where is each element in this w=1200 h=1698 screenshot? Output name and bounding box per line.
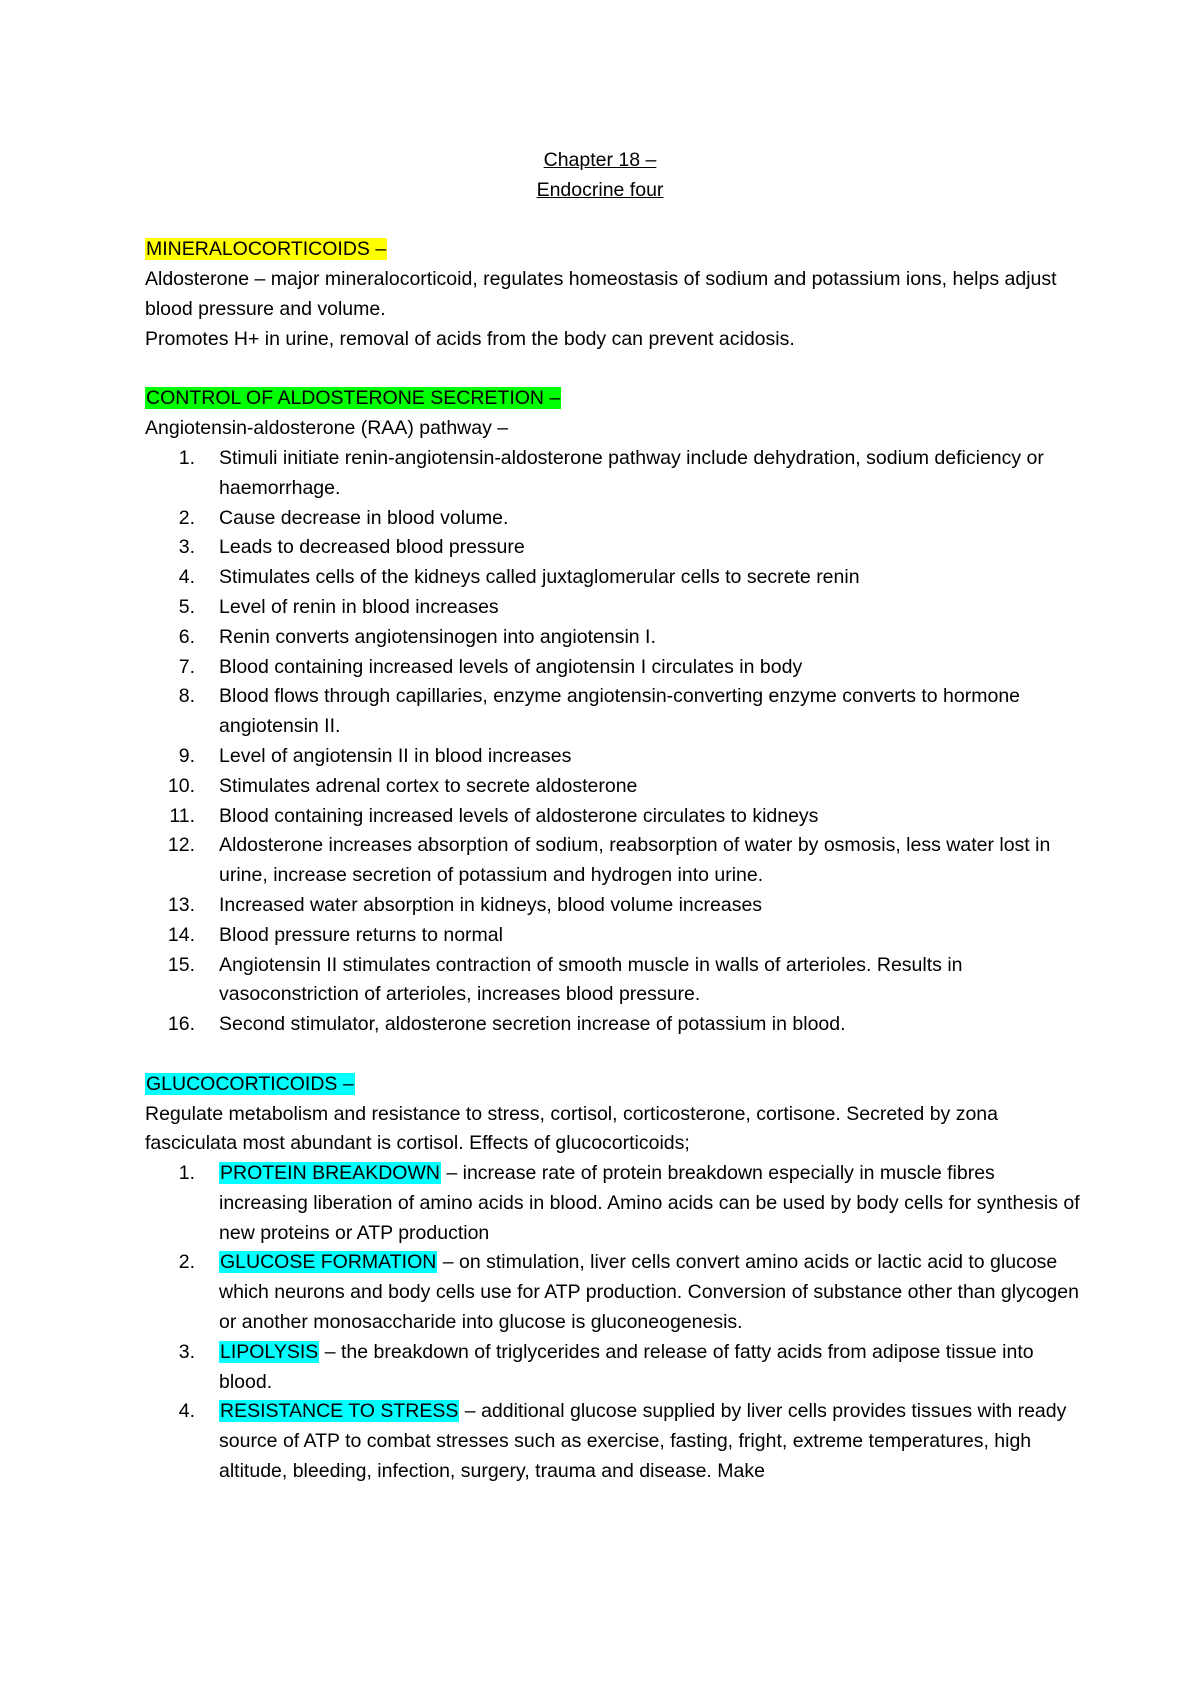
list-item — [145, 742, 1080, 772]
list-item — [145, 444, 1080, 504]
list-text: Stimulates adrenal cortex to secrete aldosterone — [219, 774, 638, 797]
list-item — [145, 951, 1080, 1011]
control-aldosterone-section — [145, 384, 1080, 1040]
list-number: 11. — [169, 804, 195, 827]
effect-label: LIPOLYSIS — [220, 1340, 319, 1363]
section-heading-glucocorticoids — [145, 1070, 1080, 1100]
section-heading-control — [145, 384, 1080, 414]
list-text: – additional glucose supplied by liver cells provides tissues with ready source of ATP to combat stresses such as exercise, fasting, fright, extreme temperatures, high altitude, bleeding, infection, surgery, trauma and disease. Make — [219, 1400, 1067, 1483]
spacer — [145, 1040, 1080, 1070]
list-text: Leads to decreased blood pressure — [219, 536, 525, 559]
list-number: 16. — [167, 1013, 195, 1036]
chapter-title: Chapter 18 – — [543, 149, 657, 171]
list-text: Level of angiotensin II in blood increases — [219, 744, 572, 767]
spacer — [145, 206, 1080, 236]
list-item — [145, 1159, 1080, 1248]
list-item — [145, 653, 1080, 683]
paragraph: Regulate metabolism and resistance to stress, cortisol, corticosterone, cortisone. Secreted by zona fasciculata most abundant is cortisol. Effects of glucocorticoids; — [145, 1102, 998, 1155]
list-number: 3. — [178, 1340, 195, 1363]
list-text: – increase rate of protein breakdown especially in muscle fibres increasing liberation of amino acids in blood. Amino acids can be used by body cells for synthesis of new proteins or ATP production — [219, 1162, 1080, 1244]
list-text: Level of renin in blood increases — [219, 595, 499, 618]
list-item — [145, 1248, 1080, 1337]
list-text: Aldosterone increases absorption of sodium, reabsorption of water by osmosis, less water lost in urine, increase secretion of potassium and hydrogen into urine. — [219, 834, 1051, 887]
list-number: 1. — [178, 1162, 195, 1185]
effect-label: GLUCOSE FORMATION — [220, 1251, 437, 1274]
list-item — [145, 891, 1080, 921]
effect-label: PROTEIN BREAKDOWN — [220, 1162, 440, 1185]
chapter-subtitle: Endocrine four — [536, 178, 664, 201]
list-number: 6. — [178, 625, 195, 648]
numbered-list — [145, 1159, 1080, 1487]
list-text: Blood containing increased levels of angiotensin I circulates in body — [219, 655, 803, 678]
list-text: Stimulates cells of the kidneys called juxtaglomerular cells to secrete renin — [219, 566, 860, 589]
list-number: 13. — [167, 893, 195, 916]
list-text: – on stimulation, liver cells convert amino acids or lactic acid to glucose which neurons and body cells use for ATP production. Conversion of substance other than glycogen or another monosaccharide into glucose is gluconeogenesis. — [219, 1251, 1079, 1334]
heading-highlight: MINERALOCORTICOIDS – — [146, 238, 387, 261]
list-item — [145, 772, 1080, 802]
list-text: Increased water absorption in kidneys, blood volume increases — [219, 893, 763, 916]
list-text: Cause decrease in blood volume. — [219, 506, 509, 529]
list-text: Stimuli initiate renin-angiotensin-aldosterone pathway include dehydration, sodium deficiency or haemorrhage. — [219, 446, 1044, 499]
list-item — [145, 504, 1080, 534]
list-number: 10. — [167, 774, 195, 797]
paragraph: Angiotensin-aldosterone (RAA) pathway – — [145, 417, 509, 440]
list-number: 4. — [178, 1400, 195, 1423]
mineralocorticoids-section — [145, 235, 1080, 354]
list-number: 9. — [178, 744, 195, 767]
list-number: 7. — [178, 655, 195, 678]
list-item — [145, 533, 1080, 563]
list-number: 2. — [178, 506, 195, 529]
list-text: – the breakdown of triglycerides and release of fatty acids from adipose tissue into blood. — [219, 1340, 1034, 1393]
glucocorticoids-section — [145, 1070, 1080, 1487]
list-text: Angiotensin II stimulates contraction of smooth muscle in walls of arterioles. Results in vasoconstriction of arterioles, increases blood pressure. — [219, 953, 963, 1006]
list-item — [145, 921, 1080, 951]
list-item — [145, 802, 1080, 832]
list-item — [145, 1397, 1080, 1486]
list-number: 4. — [178, 566, 195, 589]
paragraph: Aldosterone – major mineralocorticoid, regulates homeostasis of sodium and potassium ions, helps adjust blood pressure and volume. — [145, 268, 1057, 320]
section-heading-mineralocorticoids — [145, 235, 1080, 265]
effect-label: RESISTANCE TO STRESS — [220, 1400, 459, 1423]
numbered-list — [145, 444, 1080, 1040]
list-number: 12. — [167, 834, 195, 857]
list-number: 15. — [167, 953, 195, 976]
list-item — [145, 1338, 1080, 1398]
list-text: Blood flows through capillaries, enzyme angiotensin-converting enzyme converts to hormone angiotensin II. — [219, 685, 1021, 738]
list-item — [145, 1010, 1080, 1040]
list-item — [145, 831, 1080, 891]
list-text: Second stimulator, aldosterone secretion increase of potassium in blood. — [219, 1013, 846, 1036]
spacer — [145, 355, 1080, 385]
list-number: 5. — [178, 595, 195, 618]
list-item — [145, 623, 1080, 653]
list-item — [145, 682, 1080, 742]
list-text: Renin converts angiotensinogen into angiotensin I. — [219, 625, 656, 648]
list-number: 2. — [178, 1251, 195, 1274]
list-text: Blood pressure returns to normal — [219, 923, 503, 946]
list-text: Blood containing increased levels of aldosterone circulates to kidneys — [219, 804, 819, 827]
list-number: 1. — [178, 446, 195, 469]
list-number: 14. — [167, 923, 195, 946]
list-item — [145, 563, 1080, 593]
heading-highlight: CONTROL OF ALDOSTERONE SECRETION – — [146, 387, 561, 410]
list-item — [145, 593, 1080, 623]
list-number: 3. — [178, 536, 195, 559]
heading-highlight: GLUCOCORTICOIDS – — [146, 1072, 354, 1095]
list-number: 8. — [178, 685, 195, 708]
paragraph: Promotes H+ in urine, removal of acids from the body can prevent acidosis. — [145, 327, 795, 350]
